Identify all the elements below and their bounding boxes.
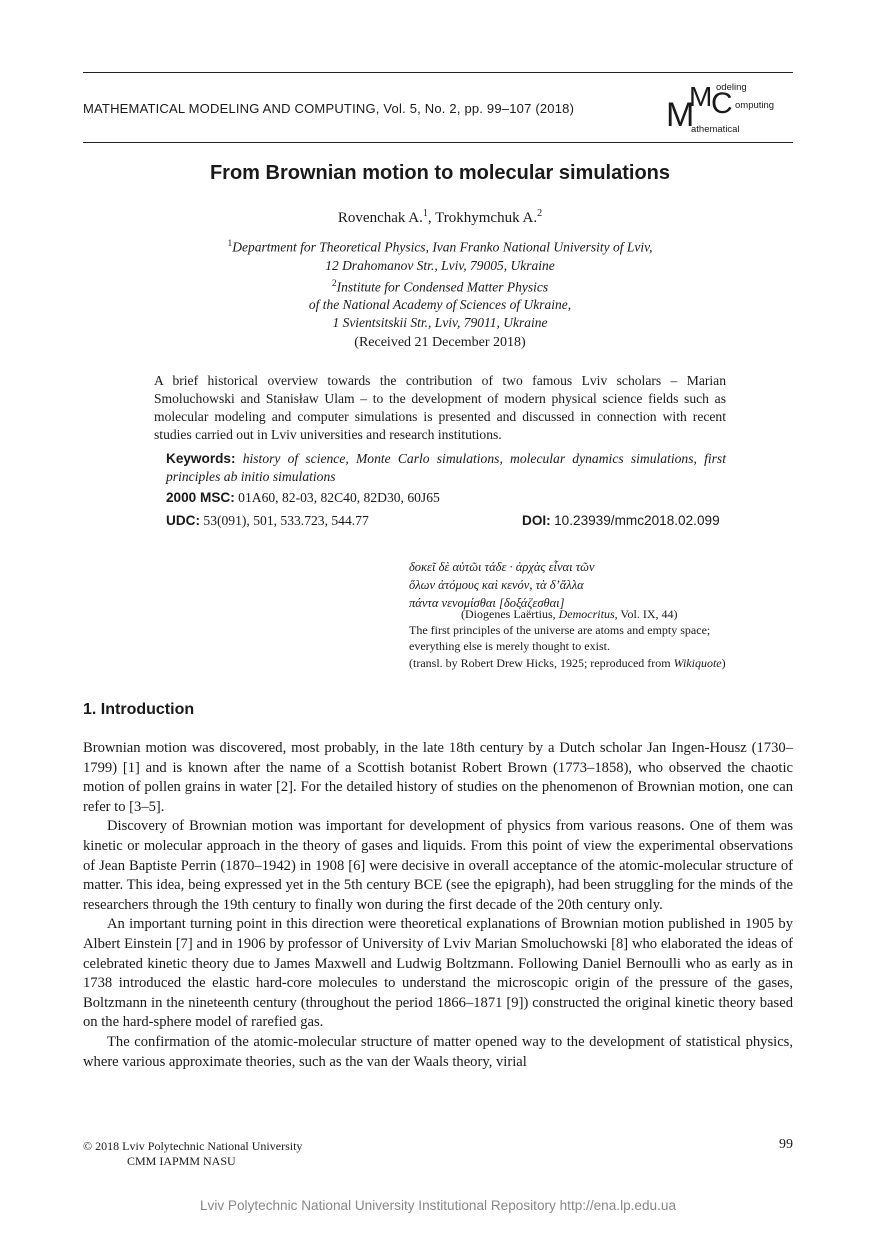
section-number: 1. bbox=[83, 701, 97, 718]
paragraph: Brownian motion was discovered, most probably, in the late 18th century by a Dutch scholar Jan Ingen-Housz (1730–1799) [1] and is known after the name of a Scottish botanist Robert Brown (1773–1858), who observed the chaotic motion of pollen grains in water [2]. For the detailed history of studies on the phenomenon of Brownian motion, one can refer to [3–5]. bbox=[83, 740, 793, 815]
affiliation-line: 12 Drahomanov Str., Lviv, 79005, Ukraine bbox=[325, 257, 555, 273]
author-name: Rovenchak A. bbox=[337, 210, 423, 226]
logo-word-mathematical: athematical bbox=[691, 124, 740, 135]
doi bbox=[522, 513, 720, 529]
keywords-text: history of science, Monte Carlo simulations, molecular dynamics simulations, first principles ab initio simulations bbox=[166, 451, 727, 484]
page-number: 99 bbox=[779, 1137, 793, 1152]
citation-work: Democritus bbox=[558, 607, 615, 621]
epigraph-citation bbox=[409, 606, 726, 622]
paragraph: An important turning point in this direction were theoretical explanations of Brownian motion published in 1905 by Albert Einstein [7] and in 1906 by professor of University of Lviv Marian Smoluchowski [8] who elaborated the ideas of celebrated kinetic theory due to James Maxwell and Ludwig Boltzmann. Following Daniel Bernoulli who as early as in 1738 introduced the elastic hard-core molecules to understand the microscopic origin of the pressure of the gases, Boltzmann in the nineteenth century (throughout the period 1866–1871 [9]) constructed the original kinetic theory based on the hard-sphere model of rarefied gas. bbox=[83, 916, 793, 1031]
citation-text: (Diogenes Laërtius, bbox=[461, 607, 559, 621]
epigraph-notes bbox=[409, 606, 726, 671]
note-source: Wikiquote bbox=[673, 655, 722, 670]
affiliations bbox=[83, 235, 797, 332]
logo-letter-m-modeling: M bbox=[689, 81, 713, 112]
copyright-org: CMM IAPMM NASU bbox=[127, 1154, 236, 1168]
udc-label: UDC: bbox=[166, 513, 200, 528]
note-text: (transl. by Robert Drew Hicks, 1925; reproduced from bbox=[409, 655, 674, 670]
author-affiliation-mark: 2 bbox=[537, 208, 543, 219]
paragraph: Discovery of Brownian motion was important for development of physics from various reasons. One of them was kinetic or molecular approach in the theory of gases and liquids. From this point of view the experimental observations of Jean Baptiste Perrin (1870–1942) in 1908 [6] were decisive in overall acceptance of the atomic-molecular structure of matter. This idea, being expressed yet in the 5th century BCE (see the epigraph), had been struggling for the minds of the researchers through the 19th century to finally won during the first decade of the 20th century only. bbox=[83, 818, 793, 913]
doi-label: DOI: bbox=[522, 513, 551, 528]
volume-info: Vol. 5, No. 2, pp. 99–107 (2018) bbox=[383, 101, 575, 116]
epigraph-greek bbox=[409, 558, 595, 612]
journal-header bbox=[83, 101, 574, 116]
citation-text: , Vol. IX, 44) bbox=[614, 607, 678, 621]
author-list bbox=[83, 208, 797, 227]
affiliation-line: Department for Theoretical Physics, Ivan Franko National University of Lviv, bbox=[232, 239, 653, 255]
paragraph: The confirmation of the atomic-molecular structure of matter opened way to the development of statistical physics, where various approximate theories, such as the van der Waals theory, virial bbox=[83, 1033, 793, 1070]
epigraph-translation-line: The first principles of the universe are atoms and empty space; bbox=[409, 623, 711, 638]
epigraph-translation-note bbox=[409, 655, 726, 671]
paper-title: From Brownian motion to molecular simulations bbox=[209, 162, 671, 184]
udc-codes bbox=[166, 513, 369, 529]
keywords bbox=[166, 450, 726, 486]
epigraph-greek-line: πάντα νενομίσθαι [δοξάζεσθαι] bbox=[409, 596, 565, 610]
author-name: Trokhymchuk A. bbox=[435, 210, 538, 226]
affiliation-mark: 2 bbox=[331, 278, 337, 289]
logo-letter-m: M bbox=[666, 96, 695, 134]
logo-letter-c: C bbox=[711, 87, 733, 120]
journal-name: MATHEMATICAL MODELING AND COMPUTING, bbox=[83, 101, 380, 116]
author-affiliation-mark: 1 bbox=[422, 208, 428, 219]
footer-copyright bbox=[83, 1139, 302, 1169]
section-heading bbox=[83, 701, 194, 719]
copyright-line: © 2018 Lviv Polytechnic National University bbox=[83, 1139, 303, 1153]
msc-codes bbox=[166, 490, 440, 506]
msc-label: 2000 MSC: bbox=[166, 490, 235, 505]
affiliation-line: of the National Academy of Sciences of Ukraine, bbox=[308, 297, 572, 312]
note-text: ) bbox=[721, 655, 726, 670]
epigraph-translation-line: everything else is merely thought to exist. bbox=[409, 639, 610, 654]
udc-value: 53(091), 501, 533.723, 544.77 bbox=[203, 513, 369, 528]
journal-logo bbox=[664, 82, 796, 138]
affiliation-line: 1 Svientsitskii Str., Lviv, 79011, Ukraine bbox=[332, 315, 548, 330]
header-top-rule bbox=[83, 72, 793, 73]
doi-value: 10.23939/mmc2018.02.099 bbox=[554, 513, 720, 528]
logo-word-modeling: odeling bbox=[716, 82, 747, 93]
body-text bbox=[83, 739, 793, 1072]
keywords-label: Keywords: bbox=[166, 451, 236, 466]
epigraph-greek-line: ὅλων ἀτόμους καὶ κενόν, τὰ δ’ἄλλα bbox=[409, 578, 584, 592]
author-separator: , bbox=[427, 210, 436, 226]
received-date: (Received 21 December 2018) bbox=[354, 335, 526, 350]
affiliation-mark: 1 bbox=[227, 239, 233, 249]
abstract: A brief historical overview towards the contribution of two famous Lviv scholars – Marian Smoluchowski and Stanisław Ulam – to the development of modern physical science fields such as molecular modeling and computer simulations is presented and discussed in connection with recent studies carried out in Lviv universities and research institutions. bbox=[154, 373, 726, 442]
header-bottom-rule bbox=[83, 142, 793, 143]
logo-word-computing: omputing bbox=[735, 100, 775, 111]
section-title: Introduction bbox=[100, 701, 195, 718]
epigraph-greek-line: δοκεῖ δὲ αὐτῶι τάδε · ἀρχὰς εἶναι τῶν bbox=[409, 560, 595, 574]
msc-value: 01A60, 82-03, 82C40, 82D30, 60J65 bbox=[238, 490, 440, 505]
repository-footer: Lviv Polytechnic National University Institutional Repository http://ena.lp.edu.ua bbox=[199, 1198, 677, 1213]
affiliation-line: Institute for Condensed Matter Physics bbox=[336, 279, 549, 294]
